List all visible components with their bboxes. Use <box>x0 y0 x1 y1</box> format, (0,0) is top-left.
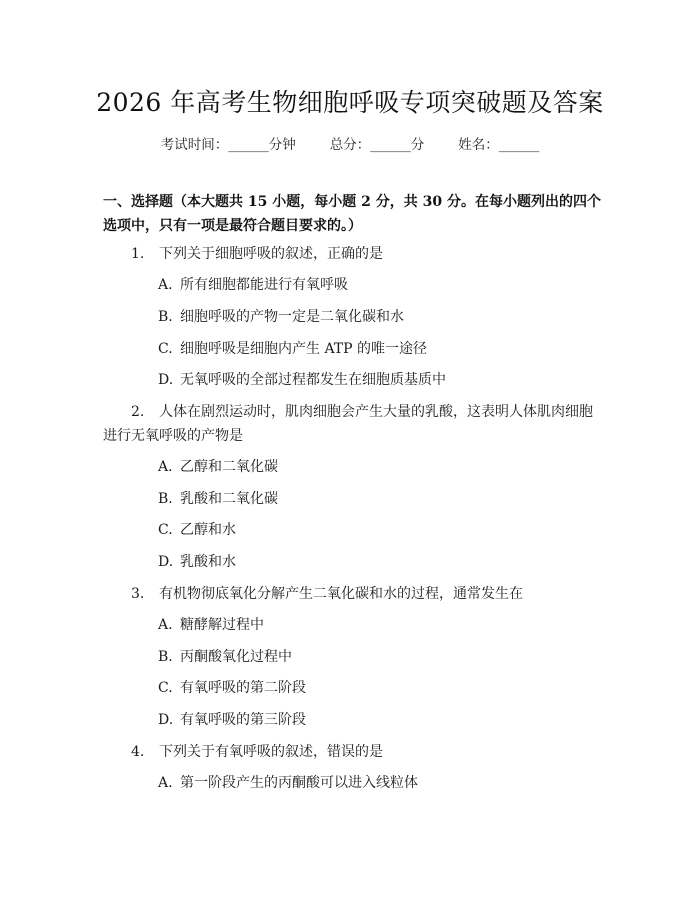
option-item <box>158 678 306 698</box>
page-title: 2026 年高考生物细胞呼吸专项突破题及答案 <box>96 88 604 117</box>
option-letter: D. <box>158 712 174 728</box>
option-text: 所有细胞都能进行有氧呼吸 <box>180 277 348 293</box>
section-heading: 一、选择题（本大题共 15 小题，每小题 2 分，共 30 分。在每小题列出的四个选项中，只有一项是最符合题目要求的。） <box>103 194 601 234</box>
student-name-field: 姓名：______ <box>458 137 540 153</box>
question-stem <box>103 400 603 448</box>
option-letter: D. <box>158 554 174 570</box>
question-number: 2. <box>131 404 145 420</box>
exam-meta <box>0 133 700 153</box>
option-letter: D. <box>158 372 174 388</box>
question-text: 人体在剧烈运动时，肌肉细胞会产生大量的乳酸，这表明人体肌肉细胞进行无氧呼吸的产物是 <box>103 404 593 444</box>
option-text: 乳酸和二氧化碳 <box>180 491 278 507</box>
option-item <box>158 710 306 730</box>
option-item <box>158 489 278 509</box>
question-text: 有机物彻底氧化分解产生二氧化碳和水的过程，通常发生在 <box>159 586 523 602</box>
question-number: 4. <box>131 744 145 760</box>
option-text: 有氧呼吸的第三阶段 <box>180 712 306 728</box>
question-stem <box>103 582 603 606</box>
option-letter: A. <box>158 277 173 293</box>
question-number: 1. <box>131 246 145 262</box>
option-letter: A. <box>158 617 173 633</box>
total-score-field: 总分：______分 <box>329 137 425 153</box>
option-text: 无氧呼吸的全部过程都发生在细胞质基质中 <box>180 372 446 388</box>
option-item <box>158 339 427 359</box>
option-item <box>158 615 264 635</box>
option-item <box>158 773 418 793</box>
question-stem <box>103 740 603 764</box>
option-item <box>158 370 446 390</box>
option-item <box>158 457 278 477</box>
question-text: 下列关于细胞呼吸的叙述，正确的是 <box>159 246 383 262</box>
option-text: 细胞呼吸是细胞内产生 ATP 的唯一途径 <box>180 341 428 357</box>
option-text: 乳酸和水 <box>180 554 236 570</box>
option-text: 丙酮酸氧化过程中 <box>180 649 292 665</box>
question-stem <box>103 242 603 266</box>
option-item <box>158 307 404 327</box>
option-letter: A. <box>158 459 173 475</box>
option-text: 第一阶段产生的丙酮酸可以进入线粒体 <box>180 775 418 791</box>
option-letter: B. <box>158 491 173 507</box>
option-letter: C. <box>158 680 173 696</box>
option-item <box>158 552 236 572</box>
option-item <box>158 647 292 667</box>
option-text: 乙醇和二氧化碳 <box>180 459 278 475</box>
option-letter: B. <box>158 649 173 665</box>
option-text: 糖酵解过程中 <box>180 617 264 633</box>
option-letter: A. <box>158 775 173 791</box>
question-number: 3. <box>131 586 145 602</box>
option-letter: C. <box>158 522 173 538</box>
exam-time-field: 考试时间：______分钟 <box>160 137 296 153</box>
option-text: 乙醇和水 <box>180 522 236 538</box>
option-letter: B. <box>158 309 173 325</box>
option-text: 有氧呼吸的第二阶段 <box>180 680 306 696</box>
option-text: 细胞呼吸的产物一定是二氧化碳和水 <box>180 309 404 325</box>
option-letter: C. <box>158 341 173 357</box>
question-text: 下列关于有氧呼吸的叙述，错误的是 <box>159 744 383 760</box>
option-item <box>158 275 348 295</box>
option-item <box>158 520 236 540</box>
